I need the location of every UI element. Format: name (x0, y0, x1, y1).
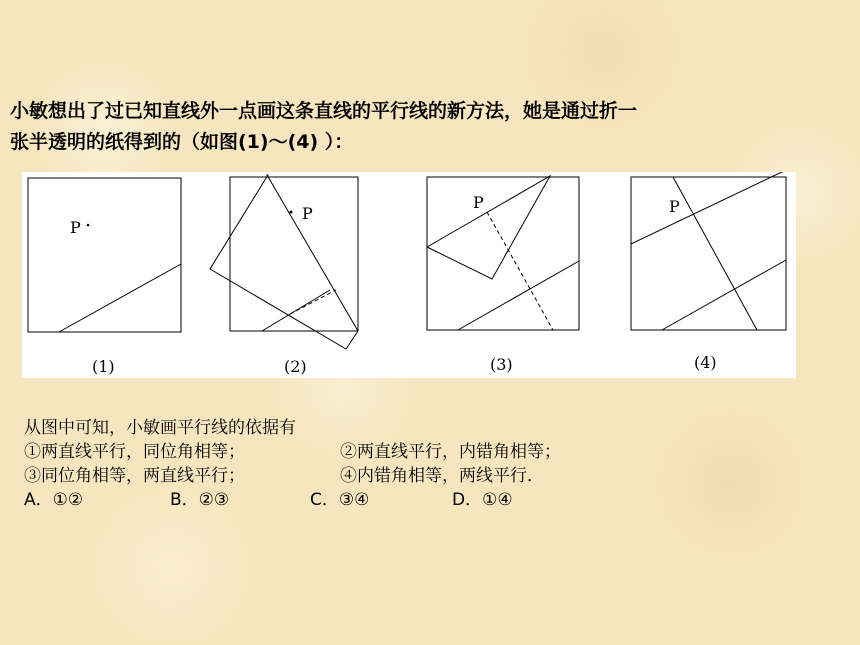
option-a[interactable] (24, 488, 83, 512)
option-c-text: ③④ (338, 490, 370, 510)
reason-2: ②两直线平行，内错角相等； (340, 442, 561, 462)
option-b[interactable] (170, 488, 229, 512)
caption-3: (3) (490, 355, 513, 374)
reasons-row-1 (24, 440, 824, 464)
paper-square-1 (28, 178, 181, 332)
option-c[interactable] (310, 488, 369, 512)
paper-square-3 (427, 177, 579, 330)
point-p-dot-1 (87, 224, 90, 227)
paper-square-2 (230, 177, 358, 331)
answer-intro-row (24, 416, 824, 440)
diagram-panel-1 (28, 178, 181, 376)
diagram-panel-3 (427, 176, 579, 374)
option-a-text: ①② (52, 490, 84, 510)
option-b-text: ②③ (198, 490, 230, 510)
point-p-label-2: P (302, 204, 313, 223)
reason-4: ④内错角相等，两线平行． (340, 466, 544, 486)
option-b-letter: B． (170, 490, 199, 510)
option-d-text: ①④ (482, 490, 513, 510)
point-p-label-4: P (669, 197, 680, 216)
reason-1: ①两直线平行，同位角相等； (24, 442, 245, 462)
parallel-line-4 (631, 172, 786, 244)
folding-figure (22, 172, 796, 378)
question-line-2: 张半透明的纸得到的（如图(1)～(4) ）： (10, 131, 354, 153)
option-d[interactable] (452, 488, 513, 512)
diagram-panel-2 (210, 175, 358, 376)
point-p-label-3: P (473, 193, 484, 212)
answer-intro: 从图中可知，小敏画平行线的依据有 (24, 418, 296, 438)
given-line-2 (262, 290, 330, 331)
point-p-label-1: P (70, 218, 81, 237)
caption-4: (4) (694, 353, 717, 372)
caption-1: (1) (92, 357, 115, 376)
diagram-panel-4 (631, 172, 786, 372)
question-line-1: 小敏想出了过已知直线外一点画这条直线的平行线的新方法，她是通过折一 (10, 100, 638, 122)
option-a-letter: A． (24, 490, 53, 510)
options-row (24, 488, 824, 512)
transversal-4 (673, 177, 757, 330)
option-c-letter: C． (310, 490, 339, 510)
reasons-row-2 (24, 464, 824, 488)
given-line-1 (59, 264, 181, 332)
point-p-dot-2 (290, 211, 293, 214)
folded-flap-2 (210, 175, 358, 349)
option-d-letter: D． (452, 490, 483, 510)
reason-3: ③同位角相等，两直线平行； (24, 466, 245, 486)
folded-flap-3 (427, 176, 550, 279)
fold-crease-2 (290, 290, 336, 314)
paper-square-4 (631, 177, 786, 330)
answer-block (24, 416, 824, 512)
question-text (10, 96, 840, 158)
caption-2: (2) (284, 357, 307, 376)
